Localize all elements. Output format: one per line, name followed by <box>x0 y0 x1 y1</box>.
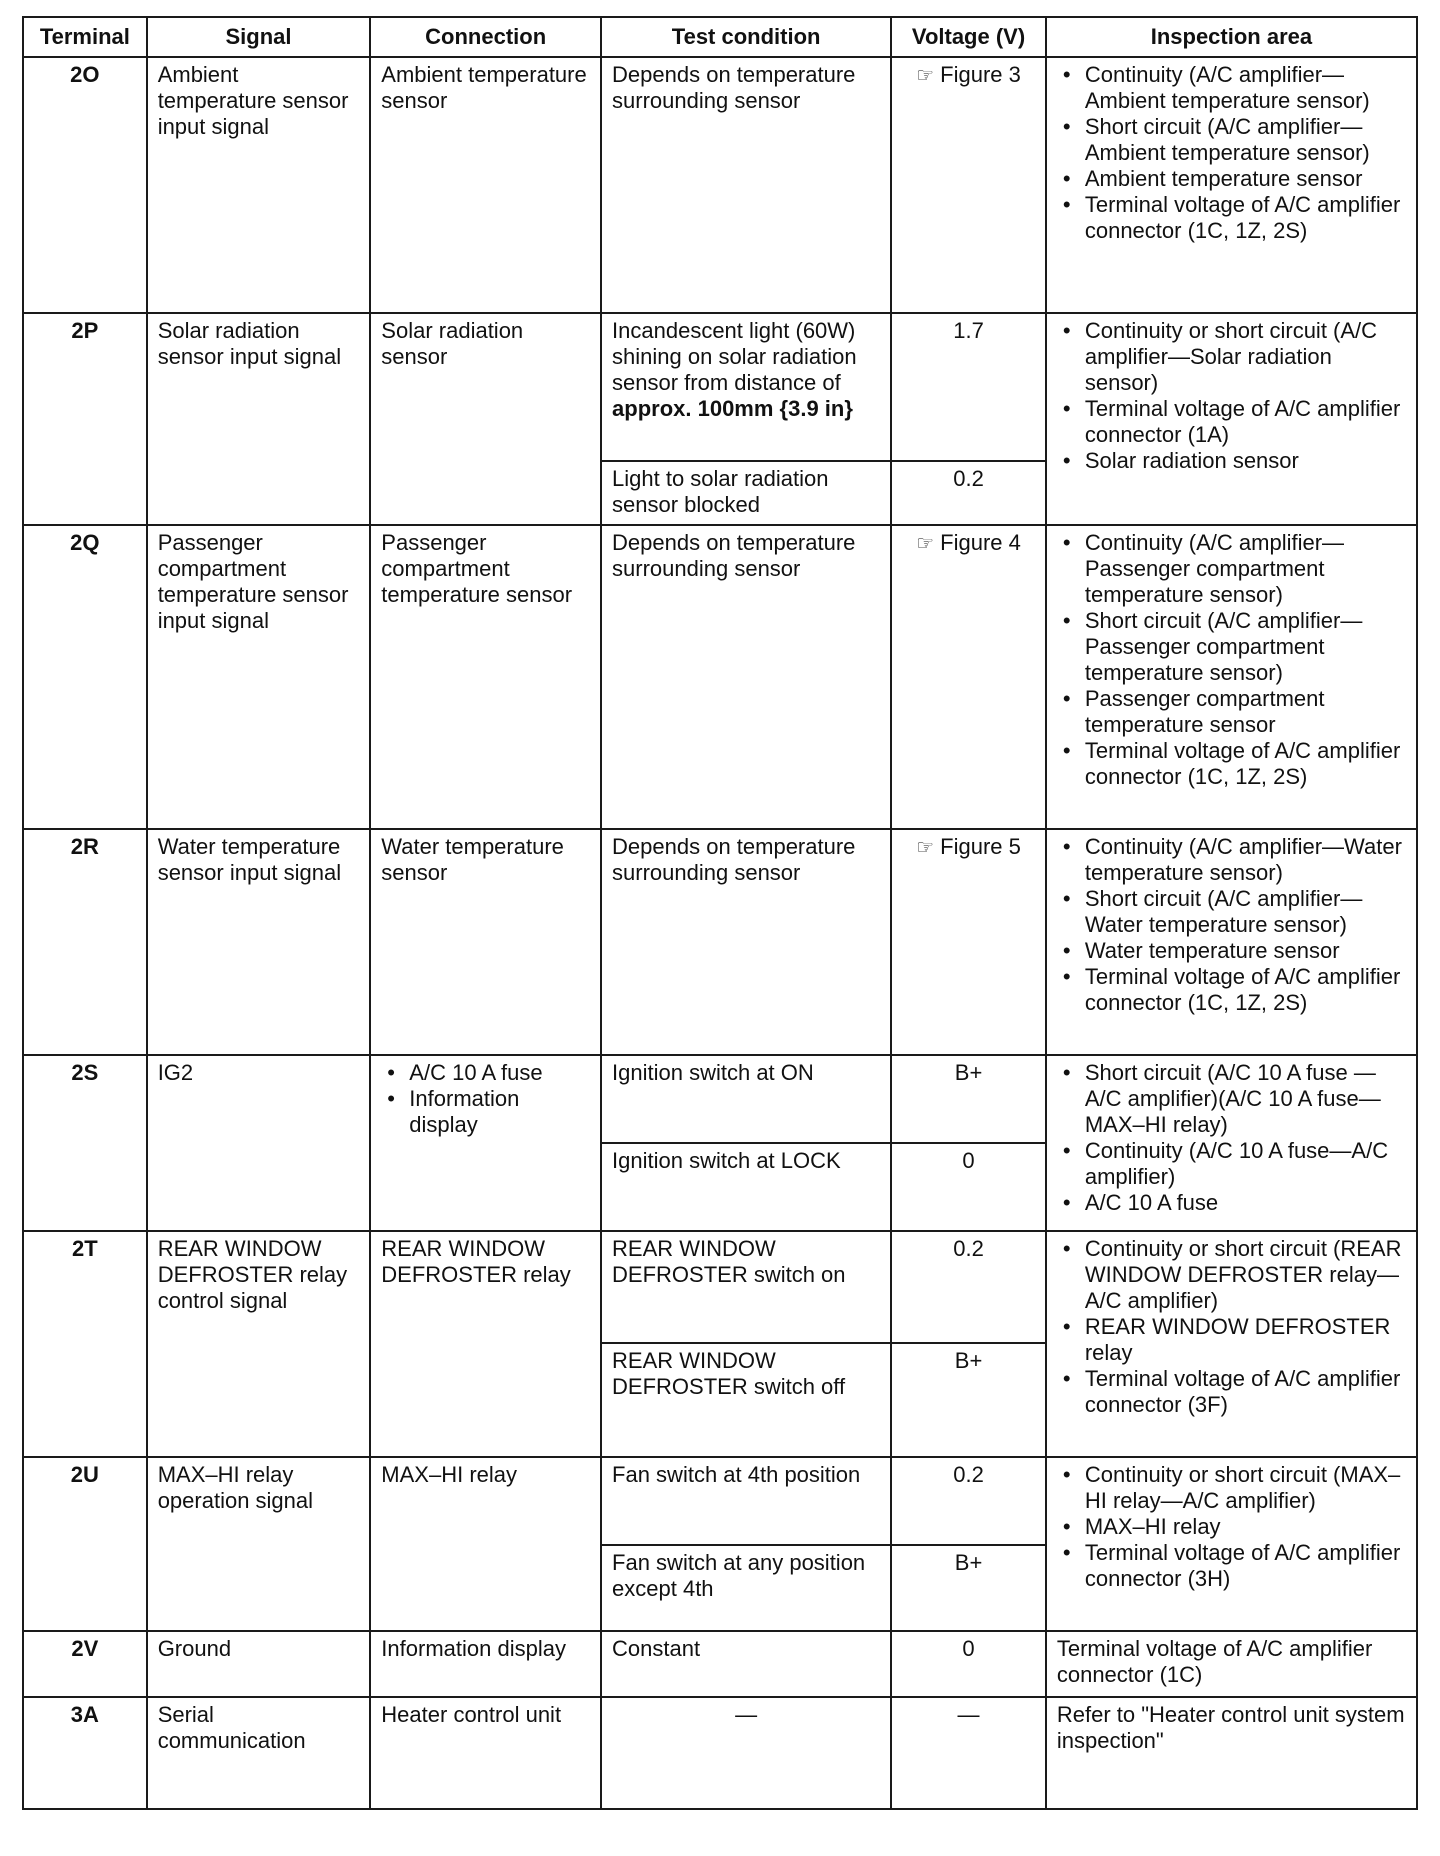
signal-cell: Water temperature sensor input signal <box>147 829 371 1055</box>
test-condition-cell: REAR WINDOW DEFROSTER switch on <box>601 1231 891 1343</box>
connection-cell: Solar radiation sensor <box>370 313 601 525</box>
inspection-item: • Terminal voltage of A/C amplifier connector (3H) <box>1057 1540 1406 1592</box>
pointing-hand-icon: ☞ <box>916 837 935 859</box>
inspection-area-cell <box>1046 1055 1417 1231</box>
inspection-item: • Passenger compartment temperature sensor <box>1057 686 1406 738</box>
test-condition-cell: Ignition switch at ON <box>601 1055 891 1143</box>
signal-cell: Serial communication <box>147 1697 371 1809</box>
inspection-item: • Ambient temperature sensor <box>1057 166 1406 192</box>
inspection-area-cell <box>1046 313 1417 525</box>
inspection-item: • Continuity or short circuit (REAR WINDOW DEFROSTER relay—A/C amplifier) <box>1057 1236 1406 1314</box>
inspection-item: • Continuity or short circuit (A/C amplifier—Solar radiation sensor) <box>1057 318 1406 396</box>
terminal-cell: 3A <box>23 1697 147 1809</box>
table-row <box>23 829 1417 1055</box>
terminal-cell: 2R <box>23 829 147 1055</box>
pointing-hand-icon: ☞ <box>916 65 935 87</box>
pointing-hand-icon: ☞ <box>916 533 935 555</box>
inspection-area-cell <box>1046 1457 1417 1631</box>
signal-cell: Ground <box>147 1631 371 1697</box>
terminal-cell: 2O <box>23 57 147 313</box>
voltage-cell: 0 <box>891 1631 1046 1697</box>
connection-cell: MAX–HI relay <box>370 1457 601 1631</box>
test-condition-cell <box>601 313 891 461</box>
connection-cell: Information display <box>370 1631 601 1697</box>
header-voltage: Voltage (V) <box>891 17 1046 57</box>
inspection-item: • Continuity (A/C amplifier—Ambient temperature sensor) <box>1057 62 1406 114</box>
table-row <box>23 1697 1417 1809</box>
connection-cell: Ambient temperature sensor <box>370 57 601 313</box>
connection-item: • Information display <box>381 1086 590 1138</box>
terminal-cell: 2Q <box>23 525 147 829</box>
signal-cell: Passenger compartment temperature sensor input signal <box>147 525 371 829</box>
terminal-cell: 2T <box>23 1231 147 1457</box>
connection-item: • A/C 10 A fuse <box>381 1060 590 1086</box>
inspection-item: • Terminal voltage of A/C amplifier connector (1C, 1Z, 2S) <box>1057 964 1406 1016</box>
inspection-item: • Terminal voltage of A/C amplifier connector (1A) <box>1057 396 1406 448</box>
connection-cell: Water temperature sensor <box>370 829 601 1055</box>
table-row <box>23 1055 1417 1143</box>
connection-cell <box>370 1055 601 1231</box>
table-row <box>23 57 1417 313</box>
connection-cell: Heater control unit <box>370 1697 601 1809</box>
voltage-cell: B+ <box>891 1343 1046 1457</box>
table-row <box>23 1231 1417 1343</box>
inspection-area-cell <box>1046 525 1417 829</box>
test-condition-cell: REAR WINDOW DEFROSTER switch off <box>601 1343 891 1457</box>
figure-reference: Figure 3 <box>940 62 1021 87</box>
terminal-cell: 2U <box>23 1457 147 1631</box>
header-test-condition: Test condition <box>601 17 891 57</box>
inspection-area-cell: Refer to "Heater control unit system inspection" <box>1046 1697 1417 1809</box>
voltage-cell: B+ <box>891 1545 1046 1631</box>
inspection-item: • Continuity (A/C amplifier—Water temperature sensor) <box>1057 834 1406 886</box>
test-condition-cell: Depends on temperature surrounding sensor <box>601 829 891 1055</box>
inspection-item: • Continuity or short circuit (MAX–HI relay—A/C amplifier) <box>1057 1462 1406 1514</box>
test-condition-cell: Fan switch at any position except 4th <box>601 1545 891 1631</box>
inspection-item: • Short circuit (A/C 10 A fuse —A/C amplifier)(A/C 10 A fuse—MAX–HI relay) <box>1057 1060 1406 1138</box>
figure-reference: Figure 4 <box>940 530 1021 555</box>
inspection-item: • Terminal voltage of A/C amplifier connector (3F) <box>1057 1366 1406 1418</box>
inspection-item: • Continuity (A/C 10 A fuse—A/C amplifier) <box>1057 1138 1406 1190</box>
test-condition-cell: Fan switch at 4th position <box>601 1457 891 1545</box>
inspection-item: • Terminal voltage of A/C amplifier connector (1C, 1Z, 2S) <box>1057 192 1406 244</box>
header-connection: Connection <box>370 17 601 57</box>
inspection-area-cell: Terminal voltage of A/C amplifier connector (1C) <box>1046 1631 1417 1697</box>
inspection-area-cell <box>1046 829 1417 1055</box>
signal-cell: Ambient temperature sensor input signal <box>147 57 371 313</box>
voltage-cell: B+ <box>891 1055 1046 1143</box>
test-condition-cell: Constant <box>601 1631 891 1697</box>
terminal-cell: 2S <box>23 1055 147 1231</box>
inspection-item: • A/C 10 A fuse <box>1057 1190 1406 1216</box>
inspection-table-sheet <box>22 16 1418 1810</box>
voltage-cell <box>891 525 1046 829</box>
terminal-cell: 2P <box>23 313 147 525</box>
inspection-item: • Short circuit (A/C amplifier—Water temperature sensor) <box>1057 886 1406 938</box>
inspection-item: • Terminal voltage of A/C amplifier connector (1C, 1Z, 2S) <box>1057 738 1406 790</box>
condition-distance: approx. 100mm {3.9 in} <box>612 396 853 421</box>
figure-reference: Figure 5 <box>940 834 1021 859</box>
inspection-item: • Water temperature sensor <box>1057 938 1406 964</box>
voltage-cell: 0 <box>891 1143 1046 1231</box>
signal-cell: Solar radiation sensor input signal <box>147 313 371 525</box>
header-terminal: Terminal <box>23 17 147 57</box>
signal-cell: MAX–HI relay operation signal <box>147 1457 371 1631</box>
inspection-area-cell <box>1046 57 1417 313</box>
inspection-item: • Short circuit (A/C amplifier—Ambient temperature sensor) <box>1057 114 1406 166</box>
connection-cell: REAR WINDOW DEFROSTER relay <box>370 1231 601 1457</box>
table-row <box>23 1457 1417 1545</box>
inspection-item: • MAX–HI relay <box>1057 1514 1406 1540</box>
connection-cell: Passenger compartment temperature sensor <box>370 525 601 829</box>
condition-text: Incandescent light (60W) shining on solar radiation sensor from distance of <box>612 318 857 395</box>
table-row <box>23 313 1417 461</box>
voltage-cell <box>891 57 1046 313</box>
table-row <box>23 1631 1417 1697</box>
signal-cell: REAR WINDOW DEFROSTER relay control signal <box>147 1231 371 1457</box>
inspection-item: • REAR WINDOW DEFROSTER relay <box>1057 1314 1406 1366</box>
test-condition-cell: Ignition switch at LOCK <box>601 1143 891 1231</box>
inspection-item: • Short circuit (A/C amplifier—Passenger compartment temperature sensor) <box>1057 608 1406 686</box>
voltage-cell: 1.7 <box>891 313 1046 461</box>
voltage-cell: 0.2 <box>891 461 1046 525</box>
voltage-cell: 0.2 <box>891 1231 1046 1343</box>
table-row <box>23 525 1417 829</box>
terminal-inspection-table <box>22 16 1418 1810</box>
signal-cell: IG2 <box>147 1055 371 1231</box>
terminal-cell: 2V <box>23 1631 147 1697</box>
test-condition-cell: — <box>601 1697 891 1809</box>
voltage-cell: — <box>891 1697 1046 1809</box>
inspection-item: • Continuity (A/C amplifier—Passenger compartment temperature sensor) <box>1057 530 1406 608</box>
test-condition-cell: Depends on temperature surrounding sensor <box>601 525 891 829</box>
test-condition-cell: Depends on temperature surrounding sensor <box>601 57 891 313</box>
header-inspection-area: Inspection area <box>1046 17 1417 57</box>
voltage-cell <box>891 829 1046 1055</box>
header-signal: Signal <box>147 17 371 57</box>
test-condition-cell: Light to solar radiation sensor blocked <box>601 461 891 525</box>
inspection-item: • Solar radiation sensor <box>1057 448 1406 474</box>
voltage-cell: 0.2 <box>891 1457 1046 1545</box>
inspection-area-cell <box>1046 1231 1417 1457</box>
header-row <box>23 17 1417 57</box>
